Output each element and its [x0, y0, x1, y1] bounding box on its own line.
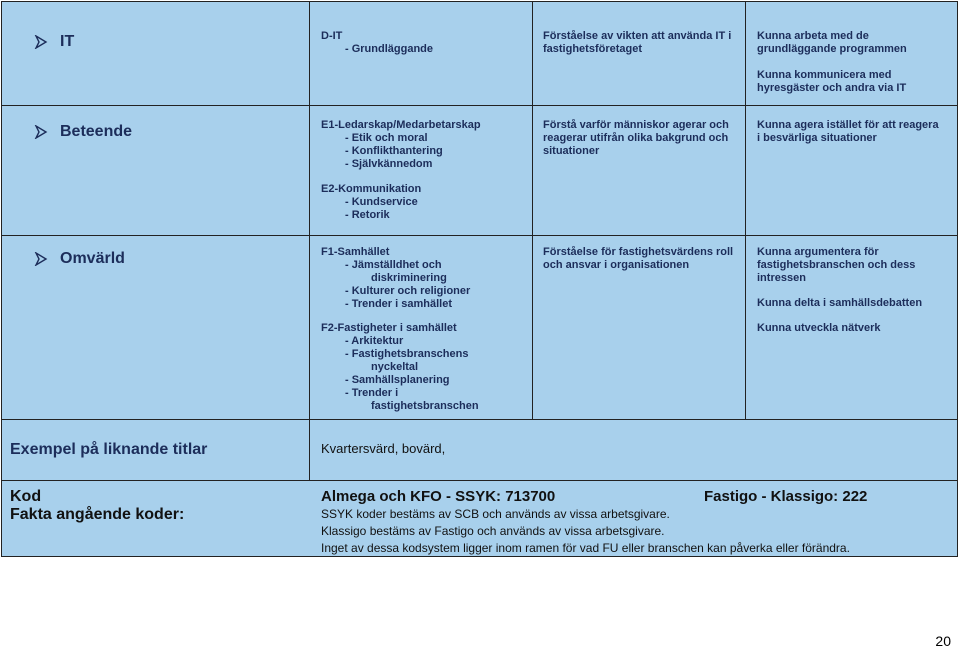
course-line: diskriminering: [371, 272, 447, 284]
table-border-top: [1, 1, 958, 2]
understanding-line: Förståelse för fastighetsvärdens roll: [543, 246, 734, 258]
arrow-bullet-icon: [34, 125, 48, 139]
col-divider-examples: [309, 419, 310, 481]
course-line: - Arkitektur: [345, 335, 404, 347]
course-line: E2-Kommunikation: [321, 183, 422, 195]
course-line: - Trender i samhället: [345, 298, 452, 310]
course-line: - Kulturer och religioner: [345, 285, 471, 297]
category-label: Beteende: [60, 123, 133, 140]
course-line: E1-Ledarskap/Medarbetarskap: [321, 119, 481, 131]
course-line: - Fastighetsbranschens: [345, 348, 469, 360]
ssyk-code: Almega och KFO - SSYK: 713700: [321, 488, 556, 505]
ability-line: Kunna utveckla nätverk: [757, 322, 881, 334]
ability-line: Kunna agera istället för att reagera: [757, 119, 939, 131]
category-label: IT: [60, 33, 75, 50]
understanding-line: fastighetsföretaget: [543, 43, 643, 55]
ability-line: intressen: [757, 272, 806, 284]
examples-value: Kvartersvärd, bovärd,: [321, 441, 446, 456]
category-it: [34, 33, 74, 51]
course-line: - Jämställdhet och: [345, 259, 442, 271]
fakta-label: Fakta angående koder:: [10, 506, 185, 523]
course-line: fastighetsbranschen: [371, 400, 479, 412]
ability-line: Kunna delta i samhällsdebatten: [757, 297, 923, 309]
course-line: - Grundläggande: [345, 43, 433, 55]
understanding-line: situationer: [543, 145, 600, 157]
col-divider: [745, 1, 746, 420]
ability-line: i besvärliga situationer: [757, 132, 877, 144]
understanding-line: och ansvar i organisationen: [543, 259, 690, 271]
course-line: F1-Samhället: [321, 246, 390, 258]
arrow-bullet-icon: [34, 35, 48, 49]
code-note: Klassigo bestäms av Fastigo och används av vissa arbetsgivare.: [321, 524, 665, 538]
curriculum-table: [1, 1, 958, 557]
understanding-line: reagerar utifrån olika bakgrund och: [543, 132, 729, 144]
understanding-line: Förståelse av vikten att använda IT i: [543, 30, 732, 42]
code-note: SSYK koder bestäms av SCB och används av vissa arbetsgivare.: [321, 507, 670, 521]
ability-line: hyresgäster och andra via IT: [757, 82, 907, 94]
category-label: Omvärld: [60, 250, 125, 267]
course-line: - Retorik: [345, 209, 390, 221]
col-divider: [532, 1, 533, 420]
course-line: - Kundservice: [345, 196, 418, 208]
course-line: - Etik och moral: [345, 132, 428, 144]
course-line: F2-Fastigheter i samhället: [321, 322, 457, 334]
ability-line: fastighetsbranschen och dess: [757, 259, 916, 271]
row-divider: [1, 419, 958, 420]
category-beteende: [34, 123, 132, 141]
course-line: - Självkännedom: [345, 158, 433, 170]
row-divider: [1, 105, 958, 106]
row-divider: [1, 235, 958, 236]
row-divider: [1, 480, 958, 481]
understanding-line: Förstå varför människor agerar och: [543, 119, 729, 131]
ability-line: Kunna argumentera för: [757, 246, 879, 258]
course-line: nyckeltal: [371, 361, 419, 373]
table-border-bottom: [1, 556, 958, 557]
arrow-bullet-icon: [34, 252, 48, 266]
ability-line: grundläggande programmen: [757, 43, 907, 55]
course-line: D-IT: [321, 30, 343, 42]
category-omvarld: [34, 250, 125, 268]
klassigo-code: Fastigo - Klassigo: 222: [704, 488, 868, 505]
course-line: - Samhällsplanering: [345, 374, 450, 386]
course-line: - Trender i: [345, 387, 399, 399]
ability-line: Kunna kommunicera med: [757, 69, 892, 81]
course-line: - Konflikthantering: [345, 145, 443, 157]
col-divider: [309, 1, 310, 420]
code-note: Inget av dessa kodsystem ligger inom ramen för vad FU eller branschen kan påverka eller förändra.: [321, 541, 850, 555]
page-number: 20: [935, 633, 951, 649]
table-border-right: [957, 1, 958, 557]
table-border-left: [1, 1, 2, 557]
examples-label: Exempel på liknande titlar: [10, 441, 208, 458]
kod-label: Kod: [10, 488, 42, 505]
ability-line: Kunna arbeta med de: [757, 30, 869, 42]
